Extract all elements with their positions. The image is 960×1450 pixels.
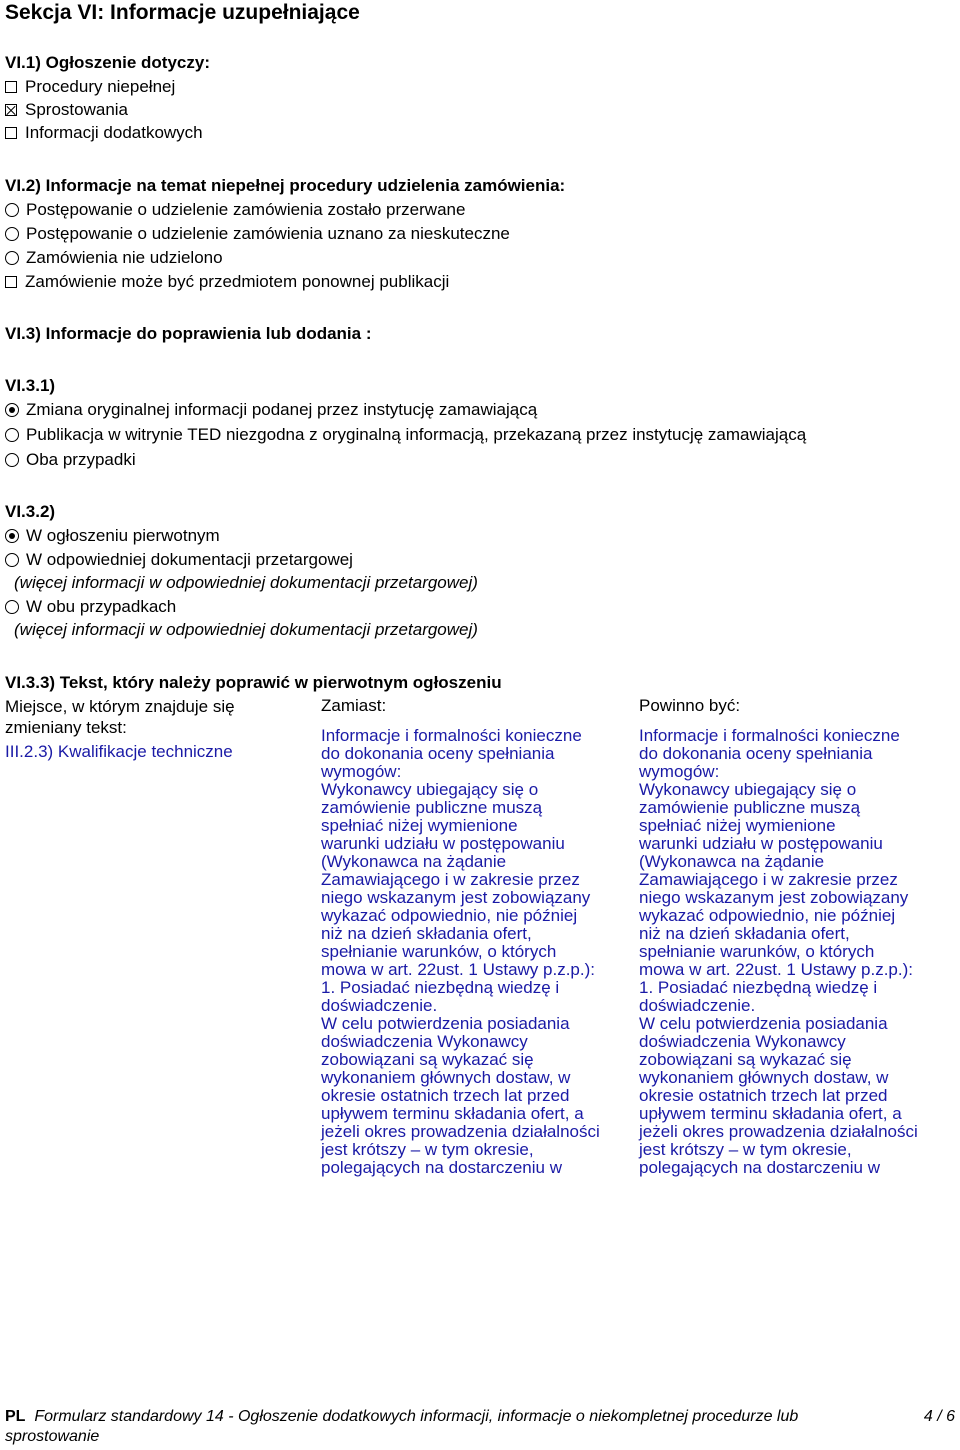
radio-checked[interactable]	[5, 529, 19, 543]
radio-unchecked[interactable]	[5, 428, 19, 442]
footer	[5, 1408, 798, 1426]
checkbox-unchecked[interactable]	[5, 276, 17, 288]
vi2-option-nie-udzielono[interactable]	[5, 248, 223, 268]
radio-unchecked[interactable]	[5, 203, 19, 217]
option-label: Oba przypadki	[26, 450, 136, 469]
option-label: Zamówienie może być przedmiotem ponownej publikacji	[25, 272, 450, 291]
footer-page-number: 4 / 6	[923, 1408, 955, 1425]
option-label: W odpowiedniej dokumentacji przetargowej	[26, 550, 353, 569]
vi32-note: (więcej informacji w odpowiedniej dokumentacji przetargowej)	[14, 573, 478, 592]
radio-unchecked[interactable]	[5, 553, 19, 567]
checkbox-unchecked[interactable]	[5, 127, 17, 139]
should-label: Powinno być:	[639, 696, 741, 715]
option-label: Procedury niepełnej	[25, 77, 176, 96]
option-label: Informacji dodatkowych	[25, 123, 203, 142]
footer-form-title-cont: sprostowanie	[5, 1428, 100, 1445]
vi31-option-zmiana[interactable]	[5, 400, 537, 420]
radio-checked[interactable]	[5, 403, 19, 417]
vi31-option-ted[interactable]	[5, 425, 806, 445]
vi2-option-przerwane[interactable]	[5, 200, 465, 220]
vi31-heading: VI.3.1)	[5, 376, 56, 395]
footer-lang: PL	[5, 1408, 26, 1425]
option-label: Postępowanie o udzielenie zamówienia zostało przerwane	[26, 200, 466, 219]
footer-form-title: Formularz standardowy 14 - Ogłoszenie dodatkowych informacji, informacje o niekompletnej procedurze lub	[34, 1408, 799, 1425]
vi31-option-oba[interactable]	[5, 450, 136, 470]
option-label: Publikacja w witrynie TED niezgodna z oryginalną informacją, przekazaną przez instytucję zamawiającą	[26, 425, 807, 444]
vi32-option-obu[interactable]	[5, 597, 176, 617]
place-value: III.2.3) Kwalifikacje techniczne	[5, 742, 233, 761]
vi2-option-nieskuteczne[interactable]	[5, 224, 510, 244]
option-label: W obu przypadkach	[26, 597, 177, 616]
vi32-heading: VI.3.2)	[5, 502, 56, 521]
option-label: Sprostowania	[25, 100, 129, 119]
radio-unchecked[interactable]	[5, 227, 19, 241]
radio-unchecked[interactable]	[5, 251, 19, 265]
vi1-option-sprostowania[interactable]	[5, 100, 128, 120]
option-label: Zamówienia nie udzielono	[26, 248, 223, 267]
instead-label: Zamiast:	[321, 696, 387, 715]
vi32-note: (więcej informacji w odpowiedniej dokumentacji przetargowej)	[14, 620, 478, 639]
vi33-heading: VI.3.3) Tekst, który należy poprawić w pierwotnym ogłoszeniu	[5, 673, 502, 692]
option-label: Zmiana oryginalnej informacji podanej przez instytucję zamawiającą	[26, 400, 538, 419]
instead-text: Informacje i formalności konieczne do dokonania oceny spełniania wymogów: Wykonawcy ubiegający się o zamówienie publiczne muszą spełniać niżej wymienione warunki udziału w postępowaniu (Wykonawca na żądanie Zamawiającego i w zakresie przez niego wskazanym jest zobowiązany wykazać odpowiednio, nie później niż na dzień składania ofert, spełnianie warunków, o których mowa w art. 22ust. 1 Ustawy p.z.p.): 1. Posiadać niezbędną wiedzę i doświadczenie. W celu potwierdzenia posiadania doświadczenia Wykonawcy zobowiązani są wykazać się wykonaniem głównych dostaw, w okresie ostatnich trzech lat przed upływem terminu składania ofert, a jeżeli okres prowadzenia działalności jest krótszy – w tym okresie, polegających na dostarczeniu w	[321, 726, 600, 1177]
radio-unchecked[interactable]	[5, 600, 19, 614]
vi2-heading: VI.2) Informacje na temat niepełnej procedury udzielenia zamówienia:	[5, 176, 566, 195]
should-text: Informacje i formalności konieczne do dokonania oceny spełniania wymogów: Wykonawcy ubiegający się o zamówienie publiczne muszą spełniać niżej wymienione warunki udziału w postępowaniu (Wykonawca na żądanie Zamawiającego i w zakresie przez niego wskazanym jest zobowiązany wykazać odpowiednio, nie później niż na dzień składania ofert, spełnianie warunków, o których mowa w art. 22ust. 1 Ustawy p.z.p.): 1. Posiadać niezbędną wiedzę i doświadczenie. W celu potwierdzenia posiadania doświadczenia Wykonawcy zobowiązani są wykazać się wykonaniem głównych dostaw, w okresie ostatnich trzech lat przed upływem terminu składania ofert, a jeżeli okres prowadzenia działalności jest krótszy – w tym okresie, polegających na dostarczeniu w	[639, 726, 918, 1177]
radio-unchecked[interactable]	[5, 453, 19, 467]
vi1-heading: VI.1) Ogłoszenie dotyczy:	[5, 53, 210, 72]
checkbox-unchecked[interactable]	[5, 81, 17, 93]
vi32-option-pierwotnym[interactable]	[5, 526, 220, 546]
vi2-option-ponownej-publikacji[interactable]	[5, 272, 449, 292]
vi32-option-dokumentacji[interactable]	[5, 550, 353, 570]
checkbox-checked[interactable]	[5, 104, 17, 116]
vi1-option-informacji[interactable]	[5, 123, 203, 143]
option-label: W ogłoszeniu pierwotnym	[26, 526, 220, 545]
section-title: Sekcja VI: Informacje uzupełniające	[5, 1, 360, 24]
vi3-heading: VI.3) Informacje do poprawienia lub dodania :	[5, 324, 372, 343]
option-label: Postępowanie o udzielenie zamówienia uznano za nieskuteczne	[26, 224, 510, 243]
vi1-option-procedury[interactable]	[5, 77, 175, 97]
place-label: Miejsce, w którym znajduje się zmieniany tekst:	[5, 697, 235, 737]
